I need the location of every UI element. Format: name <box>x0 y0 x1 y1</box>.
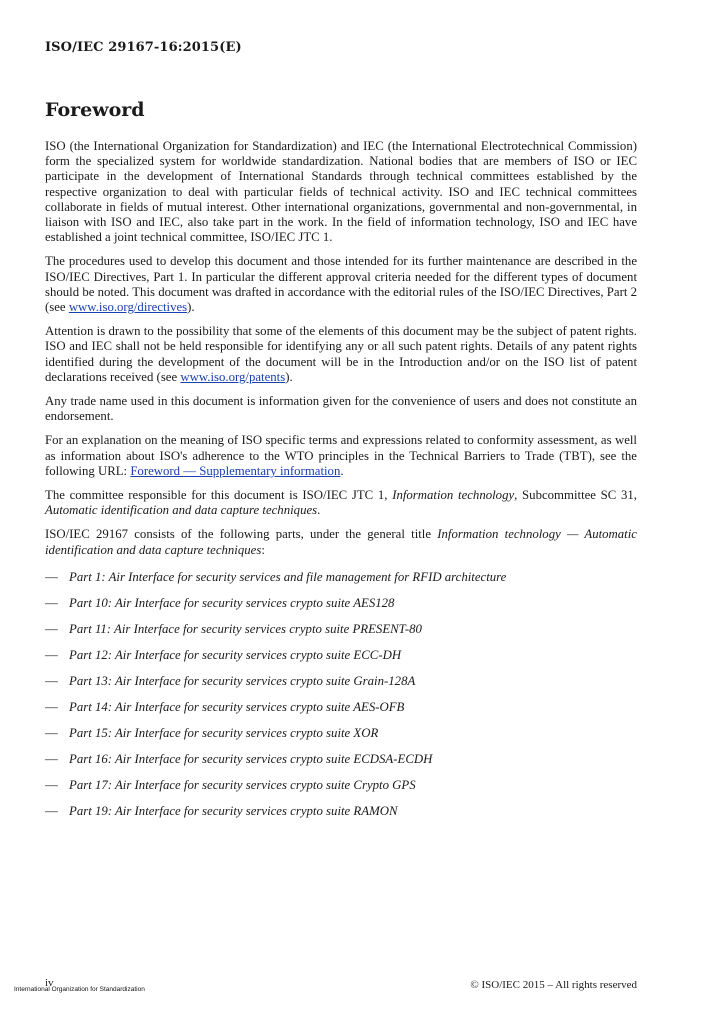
foreword-body <box>45 139 637 830</box>
list-item <box>45 674 637 700</box>
list-item <box>45 596 637 622</box>
list-item <box>45 622 637 648</box>
list-item-text: Part 19: Air Interface for security services crypto suite RAMON <box>69 803 398 818</box>
paragraph-3-text: Attention is drawn to the possibility that some of the elements of this document may be the subject of patent rights. ISO and IEC shall not be held responsible for identifying any or all such patent rights. Details of any patent rights identified during the development of the document will be in the Introduction and/or on the ISO list of patent declarations received (see <box>45 324 637 384</box>
dash-bullet: — <box>45 751 58 766</box>
list-item-text: Part 15: Air Interface for security services crypto suite XOR <box>69 725 379 740</box>
directives-link[interactable]: www.iso.org/directives <box>68 300 188 315</box>
list-item <box>45 726 637 752</box>
dash-bullet: — <box>45 777 58 792</box>
paragraph-6-mid: , Subcommittee SC 31, <box>514 488 638 503</box>
paragraph-6-em1: Information technology <box>392 488 515 503</box>
paragraph-7 <box>45 527 637 557</box>
parts-list <box>45 570 637 830</box>
list-item-text: Part 10: Air Interface for security services crypto suite AES128 <box>69 595 395 610</box>
dash-bullet: — <box>45 595 58 610</box>
paragraph-2-text: The procedures used to develop this document and those intended for its further maintenance are described in the ISO/IEC Directives, Part 1. In particular the different approval criteria needed for the different types of document should be noted. This document was drafted in accordance with the editorial rules of the ISO/IEC Directives, Part 2 (see <box>45 254 637 315</box>
paragraph-5-text: For an explanation on the meaning of ISO specific terms and expressions related to conformity assessment, as well as information about ISO's adherence to the WTO principles in the Technical Barriers to Trade (TBT), see the following URL: <box>45 433 637 478</box>
dash-bullet: — <box>45 699 58 714</box>
paragraph-1: ISO (the International Organization for Standardization) and IEC (the International Electrotechnical Commission) form the specialized system for worldwide standardization. National bodies that are members of ISO or IEC participate in the development of International Standards through technical committees established by the respective organization to deal with particular fields of technical activity. ISO and IEC technical committees collaborate in fields of mutual interest. Other international organizations, governmental and non-governmental, in liaison with ISO and IEC, also take part in the work. In the field of information technology, ISO and IEC have established a joint technical committee, ISO/IEC JTC 1. <box>45 139 637 245</box>
list-item-text: Part 16: Air Interface for security services crypto suite ECDSA-ECDH <box>69 751 433 766</box>
patents-link[interactable]: www.iso.org/patents <box>180 369 286 384</box>
paragraph-2-end: ). <box>187 300 195 315</box>
document-id-header: ISO/IEC 29167-16:2015(E) <box>45 40 242 55</box>
paragraph-3 <box>45 324 637 385</box>
list-item <box>45 700 637 726</box>
list-item <box>45 778 637 804</box>
page-title: Foreword <box>45 99 145 121</box>
list-item-text: Part 13: Air Interface for security services crypto suite Grain-128A <box>69 673 416 688</box>
page-number: iv <box>45 977 54 989</box>
paragraph-4: Any trade name used in this document is information given for the convenience of users and does not constitute an endorsement. <box>45 394 637 424</box>
organization-label: International Organization for Standardization <box>14 986 145 993</box>
paragraph-7-end: : <box>261 542 265 557</box>
dash-bullet: — <box>45 569 58 584</box>
supplementary-info-link[interactable]: Foreword — Supplementary information <box>130 463 341 478</box>
list-item-text: Part 17: Air Interface for security services crypto suite Crypto GPS <box>69 777 416 792</box>
list-item <box>45 570 637 596</box>
list-item-text: Part 1: Air Interface for security services and file management for RFID architecture <box>69 569 507 584</box>
paragraph-6-em2: Automatic identification and data capture techniques <box>45 503 318 518</box>
paragraph-7-text: ISO/IEC 29167 consists of the following parts, under the general title <box>45 527 438 542</box>
paragraph-7-em: Information technology — Automatic identification and data capture techniques <box>45 527 637 557</box>
dash-bullet: — <box>45 725 58 740</box>
copyright-notice: © ISO/IEC 2015 – All rights reserved <box>470 979 637 991</box>
paragraph-6-end: . <box>317 503 321 518</box>
list-item-text: Part 14: Air Interface for security services crypto suite AES-OFB <box>69 699 405 714</box>
paragraph-6 <box>45 488 637 518</box>
dash-bullet: — <box>45 621 58 636</box>
list-item <box>45 648 637 674</box>
list-item <box>45 752 637 778</box>
list-item <box>45 804 637 830</box>
dash-bullet: — <box>45 647 58 662</box>
dash-bullet: — <box>45 673 58 688</box>
paragraph-5-end: . <box>340 463 344 478</box>
paragraph-5 <box>45 433 637 479</box>
list-item-text: Part 12: Air Interface for security services crypto suite ECC-DH <box>69 647 402 662</box>
dash-bullet: — <box>45 803 58 818</box>
paragraph-2 <box>45 254 637 315</box>
list-item-text: Part 11: Air Interface for security services crypto suite PRESENT-80 <box>69 621 422 636</box>
paragraph-6-text: The committee responsible for this document is ISO/IEC JTC 1, <box>45 488 393 503</box>
paragraph-3-end: ). <box>285 369 293 384</box>
